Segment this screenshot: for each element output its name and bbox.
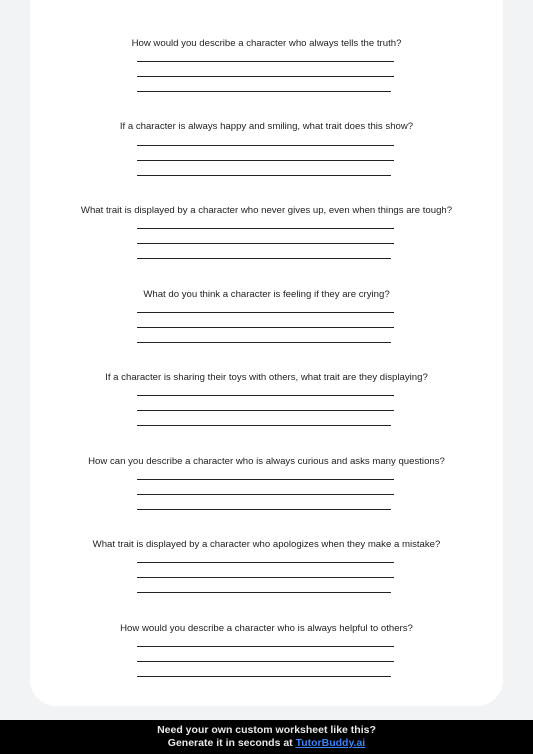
answer-line bbox=[137, 91, 391, 92]
worksheet-page bbox=[30, 0, 503, 706]
answer-line bbox=[137, 577, 394, 578]
answer-line bbox=[137, 61, 394, 62]
question-5 bbox=[30, 372, 503, 384]
banner-headline: Need your own custom worksheet like this? bbox=[157, 724, 376, 736]
answer-line bbox=[137, 562, 394, 563]
answer-line bbox=[137, 327, 394, 328]
question-text: How can you describe a character who is always curious and asks many questions? bbox=[88, 456, 445, 467]
question-4 bbox=[30, 289, 503, 301]
answer-line bbox=[137, 395, 394, 396]
answer-line bbox=[137, 342, 391, 343]
answer-line bbox=[137, 243, 394, 244]
answer-line bbox=[137, 145, 394, 146]
question-text: What trait is displayed by a character who apologizes when they make a mistake? bbox=[92, 539, 441, 550]
answer-line bbox=[137, 175, 391, 176]
answer-line bbox=[137, 509, 391, 510]
question-text: How would you describe a character who is always helpful to others? bbox=[120, 623, 413, 634]
answer-line bbox=[137, 228, 394, 229]
question-1 bbox=[30, 38, 503, 50]
question-6 bbox=[30, 456, 503, 468]
answer-line bbox=[137, 258, 391, 259]
question-text: If a character is sharing their toys with others, what trait are they displaying? bbox=[105, 372, 428, 383]
answer-line bbox=[137, 410, 394, 411]
answer-line bbox=[137, 676, 391, 677]
answer-line bbox=[137, 312, 394, 313]
question-text: What do you think a character is feeling if they are crying? bbox=[143, 289, 390, 300]
answer-line bbox=[137, 592, 391, 593]
banner-subline bbox=[0, 737, 533, 750]
question-text: What trait is displayed by a character who never gives up, even when things are tough? bbox=[80, 205, 453, 216]
question-2 bbox=[30, 121, 503, 133]
question-8 bbox=[30, 623, 503, 635]
question-text: How would you describe a character who always tells the truth? bbox=[131, 38, 402, 49]
banner-subline-text: Generate it in seconds at bbox=[167, 737, 296, 749]
answer-line bbox=[137, 646, 394, 647]
question-text: If a character is always happy and smiling, what trait does this show? bbox=[119, 121, 414, 132]
question-3 bbox=[30, 205, 503, 217]
answer-line bbox=[137, 425, 391, 426]
answer-line bbox=[137, 76, 394, 77]
answer-line bbox=[137, 494, 394, 495]
question-7 bbox=[30, 539, 503, 551]
tutorbuddy-link[interactable]: TutorBuddy.ai bbox=[295, 737, 366, 749]
answer-line bbox=[137, 479, 394, 480]
answer-line bbox=[137, 160, 394, 161]
answer-line bbox=[137, 661, 394, 662]
promo-banner bbox=[0, 720, 533, 754]
